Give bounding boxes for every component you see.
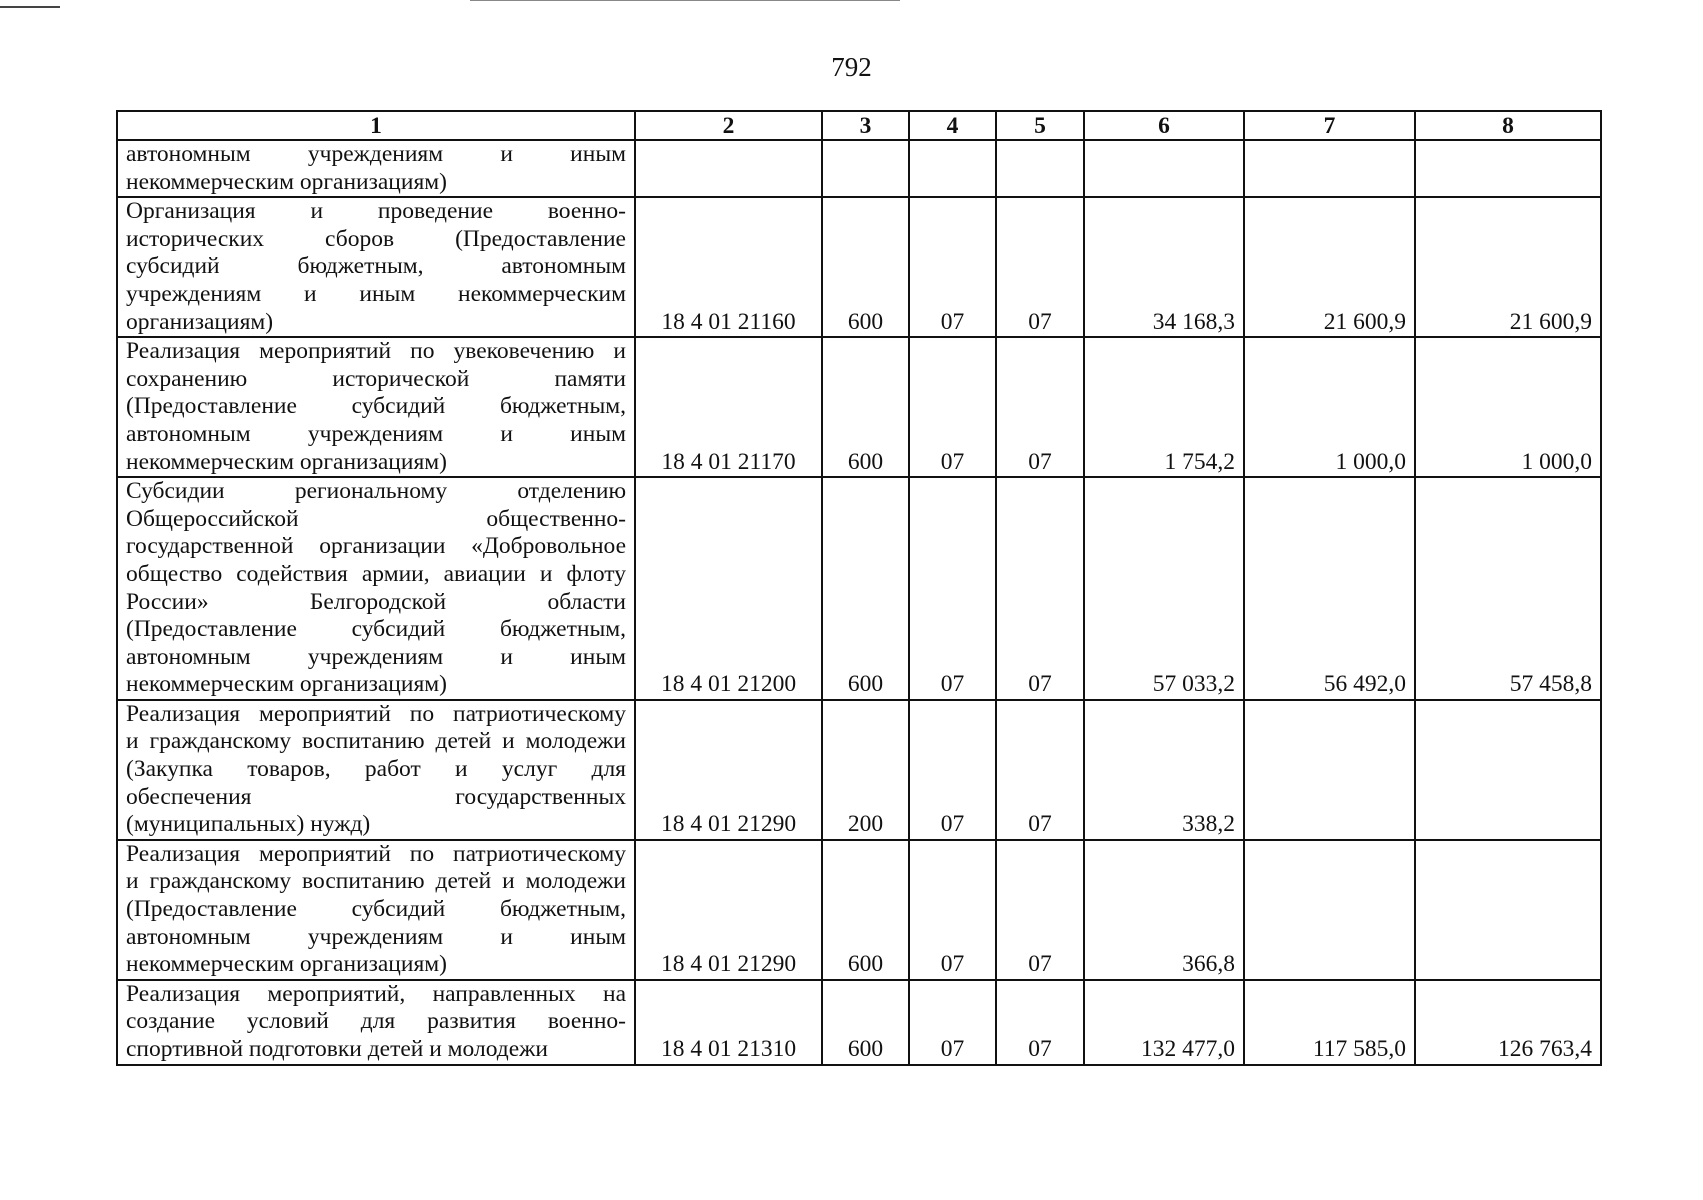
row-name-line: некоммерческим организациям) <box>126 671 447 698</box>
column-header: 8 <box>1415 111 1601 140</box>
row-name-line: спортивной подготовки детей и молодежи <box>126 1036 548 1062</box>
section-cell: 07 <box>909 840 996 980</box>
row-name-line: (муниципальных) нужд) <box>126 811 371 838</box>
row-name-line: некоммерческим организациям) <box>126 168 447 195</box>
section-cell: 07 <box>909 477 996 700</box>
amount-cell-col8 <box>1415 700 1601 840</box>
row-name-line: автономным учреждениям и иным <box>126 643 626 670</box>
subsection-cell: 07 <box>996 980 1084 1065</box>
column-header: 2 <box>635 111 822 140</box>
subsection-cell <box>996 140 1084 197</box>
expense-type-cell: 600 <box>822 840 909 980</box>
table-row <box>117 477 1601 700</box>
table-row <box>117 140 1601 197</box>
subsection-cell: 07 <box>996 197 1084 337</box>
row-name-line: обеспечения государственных <box>126 783 626 810</box>
header-row <box>117 111 1601 140</box>
row-name-line: исторических сборов (Предоставление <box>126 225 626 252</box>
row-name-line: Реализация мероприятий, направленных на <box>126 980 626 1007</box>
row-name-line: организациям) <box>126 308 274 335</box>
expense-type-cell: 600 <box>822 477 909 700</box>
section-cell <box>909 140 996 197</box>
classification-code-cell <box>635 140 822 197</box>
amount-cell-col7: 56 492,0 <box>1244 477 1415 700</box>
row-name-line: (Закупка товаров, работ и услуг для <box>126 756 626 783</box>
row-name-line: Организация и проведение военно- <box>126 198 626 225</box>
amount-cell-col6: 366,8 <box>1084 840 1244 980</box>
row-name-line: и гражданскому воспитанию детей и молодежи <box>126 868 626 895</box>
subsection-cell: 07 <box>996 840 1084 980</box>
row-name-cell <box>117 980 635 1065</box>
expense-type-cell: 600 <box>822 980 909 1065</box>
row-name-line: (Предоставление субсидий бюджетным, <box>126 393 626 420</box>
table-row <box>117 700 1601 840</box>
row-name-line: Субсидии региональному отделению <box>126 478 626 505</box>
row-name-line: некоммерческим организациям) <box>126 448 447 475</box>
row-name-line: Реализация мероприятий по увековечению и <box>126 338 626 365</box>
expense-type-cell <box>822 140 909 197</box>
row-name-line: и гражданскому воспитанию детей и молодежи <box>126 728 626 755</box>
row-name-cell <box>117 477 635 700</box>
column-header: 1 <box>117 111 635 140</box>
amount-cell-col7 <box>1244 140 1415 197</box>
classification-code-cell: 18 4 01 21290 <box>635 700 822 840</box>
classification-code-cell: 18 4 01 21310 <box>635 980 822 1065</box>
row-name-line: Общероссийской общественно- <box>126 505 626 532</box>
amount-cell-col6: 57 033,2 <box>1084 477 1244 700</box>
section-cell: 07 <box>909 980 996 1065</box>
row-name-cell <box>117 140 635 197</box>
row-name-line: Реализация мероприятий по патриотическому <box>126 840 626 867</box>
row-name-cell <box>117 700 635 840</box>
row-name-cell <box>117 197 635 337</box>
row-name-line: автономным учреждениям и иным <box>126 141 626 167</box>
subsection-cell: 07 <box>996 337 1084 477</box>
row-name-line: учреждениям и иным некоммерческим <box>126 280 626 307</box>
table-row <box>117 840 1601 980</box>
scan-artifact-line <box>0 6 60 8</box>
amount-cell-col6: 338,2 <box>1084 700 1244 840</box>
row-name-line: автономным учреждениям и иным <box>126 420 626 447</box>
subsection-cell: 07 <box>996 700 1084 840</box>
amount-cell-col6: 132 477,0 <box>1084 980 1244 1065</box>
amount-cell-col8: 126 763,4 <box>1415 980 1601 1065</box>
column-header: 4 <box>909 111 996 140</box>
amount-cell-col7: 117 585,0 <box>1244 980 1415 1065</box>
amount-cell-col7 <box>1244 840 1415 980</box>
budget-table <box>116 110 1602 1066</box>
expense-type-cell: 200 <box>822 700 909 840</box>
subsection-cell: 07 <box>996 477 1084 700</box>
section-cell: 07 <box>909 197 996 337</box>
row-name-cell <box>117 337 635 477</box>
scan-artifact-line <box>470 0 900 1</box>
expense-type-cell: 600 <box>822 197 909 337</box>
row-name-line: Реализация мероприятий по патриотическому <box>126 700 626 727</box>
section-cell: 07 <box>909 337 996 477</box>
column-header: 7 <box>1244 111 1415 140</box>
row-name-line: некоммерческим организациям) <box>126 951 447 978</box>
column-header: 5 <box>996 111 1084 140</box>
column-header: 3 <box>822 111 909 140</box>
classification-code-cell: 18 4 01 21290 <box>635 840 822 980</box>
amount-cell-col7: 21 600,9 <box>1244 197 1415 337</box>
row-name-line: общество содействия армии, авиации и флоту <box>126 560 626 587</box>
column-header: 6 <box>1084 111 1244 140</box>
amount-cell-col6: 1 754,2 <box>1084 337 1244 477</box>
page-number: 792 <box>831 52 872 82</box>
expense-type-cell: 600 <box>822 337 909 477</box>
amount-cell-col8: 1 000,0 <box>1415 337 1601 477</box>
section-cell: 07 <box>909 700 996 840</box>
classification-code-cell: 18 4 01 21170 <box>635 337 822 477</box>
table-row <box>117 197 1601 337</box>
amount-cell-col8: 21 600,9 <box>1415 197 1601 337</box>
classification-code-cell: 18 4 01 21160 <box>635 197 822 337</box>
classification-code-cell: 18 4 01 21200 <box>635 477 822 700</box>
row-name-line: (Предоставление субсидий бюджетным, <box>126 616 626 643</box>
row-name-line: государственной организации «Добровольное <box>126 533 626 560</box>
amount-cell-col7: 1 000,0 <box>1244 337 1415 477</box>
amount-cell-col7 <box>1244 700 1415 840</box>
row-name-line: автономным учреждениям и иным <box>126 923 626 950</box>
row-name-line: создание условий для развития военно- <box>126 1008 626 1035</box>
row-name-line: субсидий бюджетным, автономным <box>126 253 626 280</box>
row-name-line: России» Белгородской области <box>126 588 626 615</box>
amount-cell-col8 <box>1415 140 1601 197</box>
row-name-cell <box>117 840 635 980</box>
amount-cell-col8 <box>1415 840 1601 980</box>
row-name-line: сохранению исторической памяти <box>126 365 626 392</box>
amount-cell-col8: 57 458,8 <box>1415 477 1601 700</box>
table-row <box>117 980 1601 1065</box>
table-row <box>117 337 1601 477</box>
row-name-line: (Предоставление субсидий бюджетным, <box>126 896 626 923</box>
amount-cell-col6 <box>1084 140 1244 197</box>
amount-cell-col6: 34 168,3 <box>1084 197 1244 337</box>
